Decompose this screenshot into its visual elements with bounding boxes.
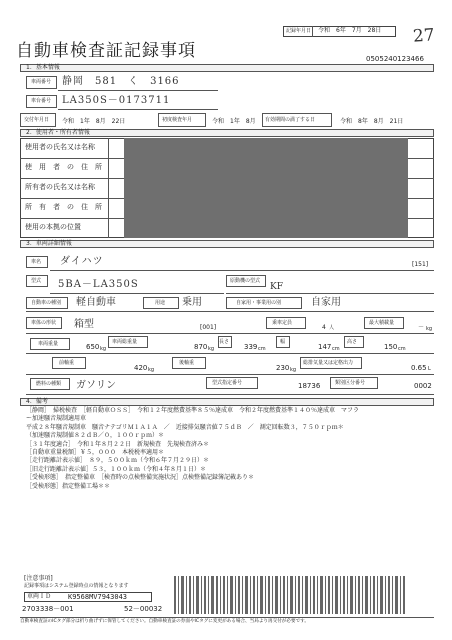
note-line: （加速騒音規制値８２ｄＢ／０，１００ｒｐｍ）＊ — [26, 432, 165, 440]
model-underline — [50, 293, 224, 294]
capacity-unit: 人 — [329, 325, 335, 331]
record-date-divider — [312, 26, 313, 37]
security-pattern — [174, 576, 406, 614]
capacity-value: 4 — [322, 324, 326, 331]
use-value: 乗用 — [182, 297, 202, 308]
issue-label: 交付年月日 — [24, 117, 50, 123]
front-axle-label: 前軸重 — [59, 360, 75, 366]
first-reg-label: 初度検査年月 — [162, 117, 193, 123]
record-date-value: 令和 6年 7月 28日 — [318, 27, 382, 34]
section-notes-title: 4．備考 — [26, 398, 48, 405]
shape-label: 車体の形状 — [31, 320, 57, 326]
page-title: 自動車検査証記録事項 — [16, 41, 196, 61]
max-load-label: 最大積載量 — [369, 320, 395, 326]
maker-code: [151] — [412, 261, 429, 268]
gross-value: 870 — [194, 343, 208, 351]
security-pattern-bars — [174, 576, 405, 614]
section-vehicle-detail-title: 3．車両詳細情報 — [26, 240, 72, 247]
fuel-underline — [26, 394, 434, 395]
section-basic-info-header — [20, 64, 434, 72]
bottom-notice: 自動車検査証のICタグ部分は折り曲げずに保管してください。自動車検査証の券面やICタグに変更がある場合、当局より再交付が必要です。 — [20, 619, 309, 624]
kind-value: 軽自動車 — [76, 297, 116, 308]
height-value: 150 — [384, 343, 398, 351]
use-label: 用途 — [155, 300, 166, 306]
note-line: ［自動車重量税額］￥５，０００ 本税税率適用＊ — [26, 448, 165, 456]
rear-axle-label: 後軸重 — [179, 360, 195, 366]
shape-code: [001] — [200, 324, 217, 331]
purpose-value: 自家用 — [311, 297, 341, 308]
registration-underline — [58, 90, 218, 91]
height-unit: cm — [398, 346, 406, 352]
chassis-label: 車台番号 — [31, 98, 52, 104]
displacement-value: 0.65 — [411, 364, 427, 372]
note-line: ［受検形態］ 指定整備車 ［検査時の点検整備実施状況］点検整備記録簿記載あり＊ — [26, 474, 255, 482]
front-axle-value: 420 — [134, 364, 148, 372]
base-location-label: 使用の本拠の位置 — [25, 223, 81, 231]
rear-axle-unit: kg — [290, 367, 297, 373]
owner-name-label: 所有者の氏名又は名称 — [25, 183, 95, 191]
model-label: 型式 — [31, 278, 42, 284]
registration-value: 静岡 581 く 3166 — [62, 76, 180, 87]
front-axle-unit: kg — [148, 367, 155, 373]
notice-heading: [注意事項] — [24, 575, 53, 582]
first-reg-value: 令和 1年 8月 — [212, 118, 256, 125]
fuel-label: 燃料の種類 — [36, 381, 62, 387]
vehicle-id-label: 車両ＩＤ — [27, 593, 52, 600]
weight-unit: kg — [100, 346, 107, 352]
note-line: 平成２８年騒音規制車 騒音ナテゴリＭ１Ａ１Ａ ／ 近接排気騒音値７５ｄＢ ／ 測定回転数３，７５０ｒｐｍ＊ — [26, 423, 344, 431]
width-unit: cm — [332, 346, 340, 352]
height-label: 高さ — [347, 339, 358, 345]
kind-underline — [26, 311, 434, 312]
section-notes-header — [20, 398, 434, 406]
note-line: ー加速騒音規制適用車 — [26, 415, 87, 423]
code-left: 2703338－001 — [22, 605, 74, 613]
width-label: 幅 — [280, 339, 286, 345]
kind-label: 自動車の種別 — [31, 300, 62, 306]
vehicle-id-value: K9568MV7943043 — [68, 593, 128, 601]
expiry-label: 有効期間の満了する日 — [265, 117, 316, 123]
displacement-label: 総排気量又は定格出力 — [303, 360, 354, 366]
maker-label: 車名 — [31, 259, 42, 265]
user-owner-divider — [108, 138, 109, 238]
note-line: ［３１年度適合］ 令和１年８月２２日 新規検査 先規検査済み＊ — [26, 440, 210, 448]
gross-label: 車両総重量 — [112, 339, 138, 345]
weight-label: 車両重量 — [38, 341, 59, 347]
gross-unit: kg — [208, 346, 215, 352]
displacement-unit: L — [428, 366, 431, 372]
model-value: 5BA－LA350S — [58, 279, 139, 290]
shape-underline — [26, 333, 434, 334]
max-load-unit: kg — [426, 326, 433, 332]
redacted-block — [124, 138, 408, 238]
user-name-label: 使用者の氏名又は名称 — [25, 143, 95, 151]
capacity-label: 乗車定員 — [272, 320, 293, 326]
length-value: 339 — [244, 343, 258, 351]
footer-rule — [20, 617, 434, 618]
width-value: 147 — [318, 343, 332, 351]
note-line: ［走行距離計表示値］ ８９，５００ｋｍ（令和６年７月２９日）＊ — [26, 457, 210, 465]
engine-label: 原動機の型式 — [230, 278, 261, 284]
code-right: 52－00032 — [124, 605, 163, 613]
issue-value: 令和 1年 8月 22日 — [62, 118, 126, 125]
axle-underline — [26, 374, 434, 375]
registration-label: 車両番号 — [31, 79, 52, 85]
chassis-value: LA350S－0173711 — [62, 95, 171, 106]
section-user-owner-title: 2．使用者・所有者情報 — [26, 129, 90, 136]
engine-value: KF — [270, 282, 283, 292]
shape-value: 箱型 — [74, 319, 94, 330]
note-line: ［旧走行距離計表示値］５３，１００ｋｍ（令和４年８月１日）＊ — [26, 465, 207, 473]
section-basic-info-title: 1．基本情報 — [26, 64, 60, 71]
type-approval-value: 18736 — [298, 382, 321, 390]
note-line: ［受検形態］指定整備工場＊＊ — [26, 482, 111, 490]
fuel-value: ガソリン — [76, 380, 116, 391]
rear-axle-value: 230 — [276, 364, 290, 372]
notes-block — [26, 408, 436, 492]
dims-underline — [26, 353, 434, 354]
record-date-label: 記録年月日 — [286, 28, 312, 34]
owner-address-label: 所 有 者 の 住 所 — [25, 203, 102, 211]
category-label: 類別区分番号 — [335, 380, 366, 386]
notice-line: 記録事項はシステム登録時点の情報となります — [24, 583, 129, 589]
expiry-value: 令和 8年 8月 21日 — [340, 118, 404, 125]
user-address-label: 使 用 者 の 住 所 — [25, 163, 102, 171]
length-unit: cm — [258, 346, 266, 352]
maker-underline — [50, 270, 434, 271]
engine-underline — [226, 293, 434, 294]
type-approval-label: 型式指定番号 — [212, 380, 243, 386]
maker-value: ダイハツ — [60, 256, 104, 267]
weight-value: 650 — [86, 343, 100, 351]
handwritten-mark: 27 — [412, 25, 436, 47]
document-number: 0505240123466 — [366, 55, 424, 63]
chassis-underline — [58, 109, 218, 110]
max-load-value: － — [418, 324, 425, 331]
section-vehicle-detail-header — [20, 240, 434, 248]
length-label: 長さ — [219, 339, 230, 345]
note-line: ［静岡］ 掃税検査 ［軽自動車ＯＳＳ］ 令和１２年度燃費基準８５％達成車 令和２年度燃費基準１４０％達成車 マフラ — [26, 407, 360, 414]
purpose-label: 自家用・事業用の別 — [236, 300, 282, 306]
category-value: 0002 — [414, 382, 432, 390]
